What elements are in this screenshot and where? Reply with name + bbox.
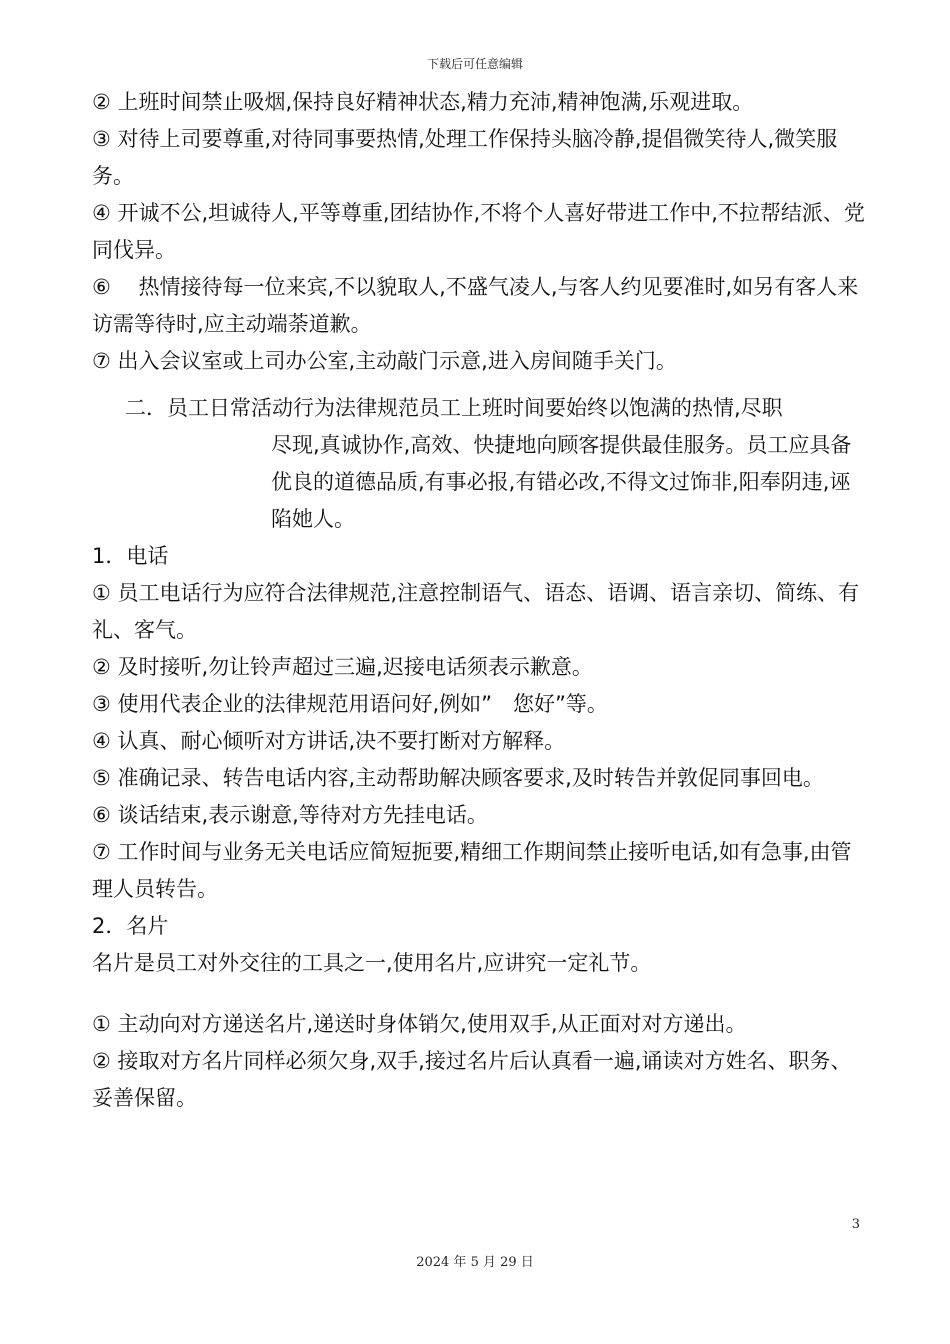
page-header: 下载后可任意编辑 bbox=[426, 57, 523, 71]
card-rule: ① 主动向对方递送名片,递送时身体销欠,使用双手,从正面对对方递出。 bbox=[92, 1012, 747, 1036]
page-number: 3 bbox=[851, 1217, 860, 1232]
card-rule: ② 接取对方名片同样必须欠身,双手,接过名片后认真看一遍,诵读对方姓名、职务、妥善保留。 bbox=[92, 1049, 852, 1110]
phone-rule: ③ 使用代表企业的法律规范用语问好,例如” 您好”等。 bbox=[92, 692, 608, 716]
phone-rule: ⑦ 工作时间与业务无关电话应简短扼要,精细工作期间禁止接听电话,如有急事,由管理人员转告。 bbox=[92, 840, 852, 901]
card-intro: 名片是员工对外交往的工具之一,使用名片,应讲究一定礼节。 bbox=[92, 951, 652, 975]
phone-rule: ⑤ 准确记录、转告电话内容,主动帮助解决顾客要求,及时转告并敦促同事回电。 bbox=[92, 766, 824, 790]
phone-rule: ① 员工电话行为应符合法律规范,注意控制语气、语态、语调、语言亲切、简练、有礼、客气。 bbox=[92, 581, 860, 642]
phone-rule: ⑥ 谈话结束,表示谢意,等待对方先挂电话。 bbox=[92, 803, 488, 827]
document-body bbox=[92, 84, 872, 1117]
section-continuation: 尽现,真诚协作,高效、快捷地向顾客提供最佳服务。员工应具备优良的道德品质,有事必报,有错必改,不得文过饰非,阳奉阴违,诬陷她人。 bbox=[271, 433, 852, 531]
rule-paragraph: ⑥ 热情接待每一位来宾,不以貌取人,不盛气凌人,与客人约见要准时,如另有客人来访需等待时,应主动端荼道歉。 bbox=[92, 275, 859, 336]
rule-paragraph: ② 上班时间禁止吸烟,保持良好精神状态,精力充沛,精神饱满,乐观进取。 bbox=[92, 90, 754, 114]
rule-paragraph: ③ 对待上司要尊重,对待同事要热情,处理工作保持头脑冷静,提倡微笑待人,微笑服务。 bbox=[92, 127, 838, 188]
rule-paragraph: ④ 开诚不公,坦诚待人,平等尊重,团结协作,不将个人喜好带进工作中,不拉帮结派、党同伐异。 bbox=[92, 201, 865, 262]
card-heading: 2．名片 bbox=[92, 914, 169, 938]
phone-heading: 1．电话 bbox=[92, 544, 169, 568]
rule-paragraph: ⑦ 出入会议室或上司办公室,主动敲门示意,进入房间随手关门。 bbox=[92, 349, 677, 373]
phone-rule: ④ 认真、耐心倾听对方讲话,决不要打断对方解释。 bbox=[92, 729, 566, 753]
phone-rule: ② 及时接听,勿让铃声超过三遍,迟接电话须表示歉意。 bbox=[92, 655, 593, 679]
section-title: 二．员工日常活动行为法律规范员工上班时间要始终以饱满的热情,尽职 bbox=[125, 396, 783, 420]
footer-date: 2024 年 5 月 29 日 bbox=[416, 1255, 534, 1270]
